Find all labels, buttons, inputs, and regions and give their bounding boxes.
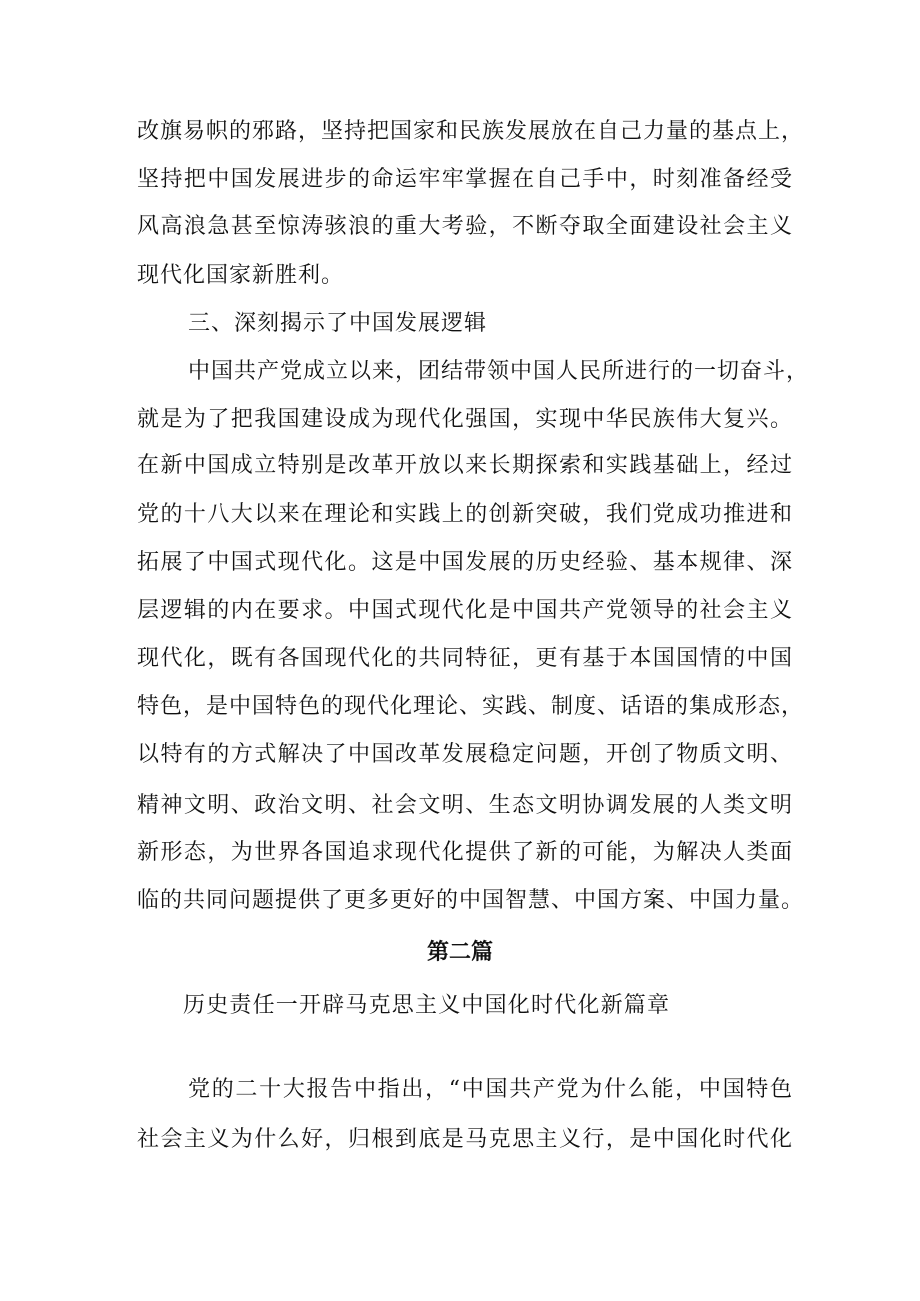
paragraph-line: 拓展了中国式现代化。这是中国发展的历史经验、基本规律、深	[137, 550, 793, 575]
paragraph-line: 现代化国家新胜利。	[137, 263, 345, 288]
paragraph-line: 以特有的方式解决了中国改革发展稳定问题，开创了物质文明、	[137, 742, 793, 767]
paragraph-line: 现代化，既有各国现代化的共同特征，更有基于本国国情的中国	[137, 646, 793, 671]
paragraph-line: 中国共产党成立以来，团结带领中国人民所进行的一切奋斗，	[188, 359, 810, 384]
paragraph-line: 临的共同问题提供了更多更好的中国智慧、中国方案、中国力量。	[137, 888, 805, 913]
paragraph-line: 特色，是中国特色的现代化理论、实践、制度、话语的集成形态，	[137, 694, 805, 719]
paragraph-line: 在新中国成立特别是改革开放以来长期探索和实践基础上，经过	[137, 453, 793, 478]
paragraph-line: 党的十八大以来在理论和实践上的创新突破，我们党成功推进和	[137, 502, 793, 527]
section-heading: 三、深刻揭示了中国发展逻辑	[188, 311, 488, 336]
part-title: 第二篇	[426, 940, 493, 965]
paragraph-line: 社会主义为什么好，归根到底是马克思主义行，是中国化时代化	[137, 1127, 793, 1152]
part-subtitle: 历史责任一开辟马克思主义中国化时代化新篇章	[183, 993, 669, 1018]
paragraph-line: 改旗易帜的邪路，坚持把国家和民族发展放在自己力量的基点上，	[137, 119, 805, 144]
paragraph-line: 风高浪急甚至惊涛骇浪的重大考验，不断夺取全面建设社会主义	[137, 214, 793, 239]
paragraph-line: 新形态，为世界各国追求现代化提供了新的可能，为解决人类面	[137, 840, 793, 865]
paragraph-line: 层逻辑的内在要求。中国式现代化是中国共产党领导的社会主义	[137, 598, 793, 623]
paragraph-line: 党的二十大报告中指出，“中国共产党为什么能，中国特色	[188, 1077, 793, 1102]
paragraph-line: 坚持把中国发展进步的命运牢牢掌握在自己手中，时刻准备经受	[137, 167, 793, 192]
paragraph-line: 精神文明、政治文明、社会文明、生态文明协调发展的人类文明	[137, 793, 793, 818]
paragraph-line: 就是为了把我国建设成为现代化强国，实现中华民族伟大复兴。	[137, 407, 793, 432]
